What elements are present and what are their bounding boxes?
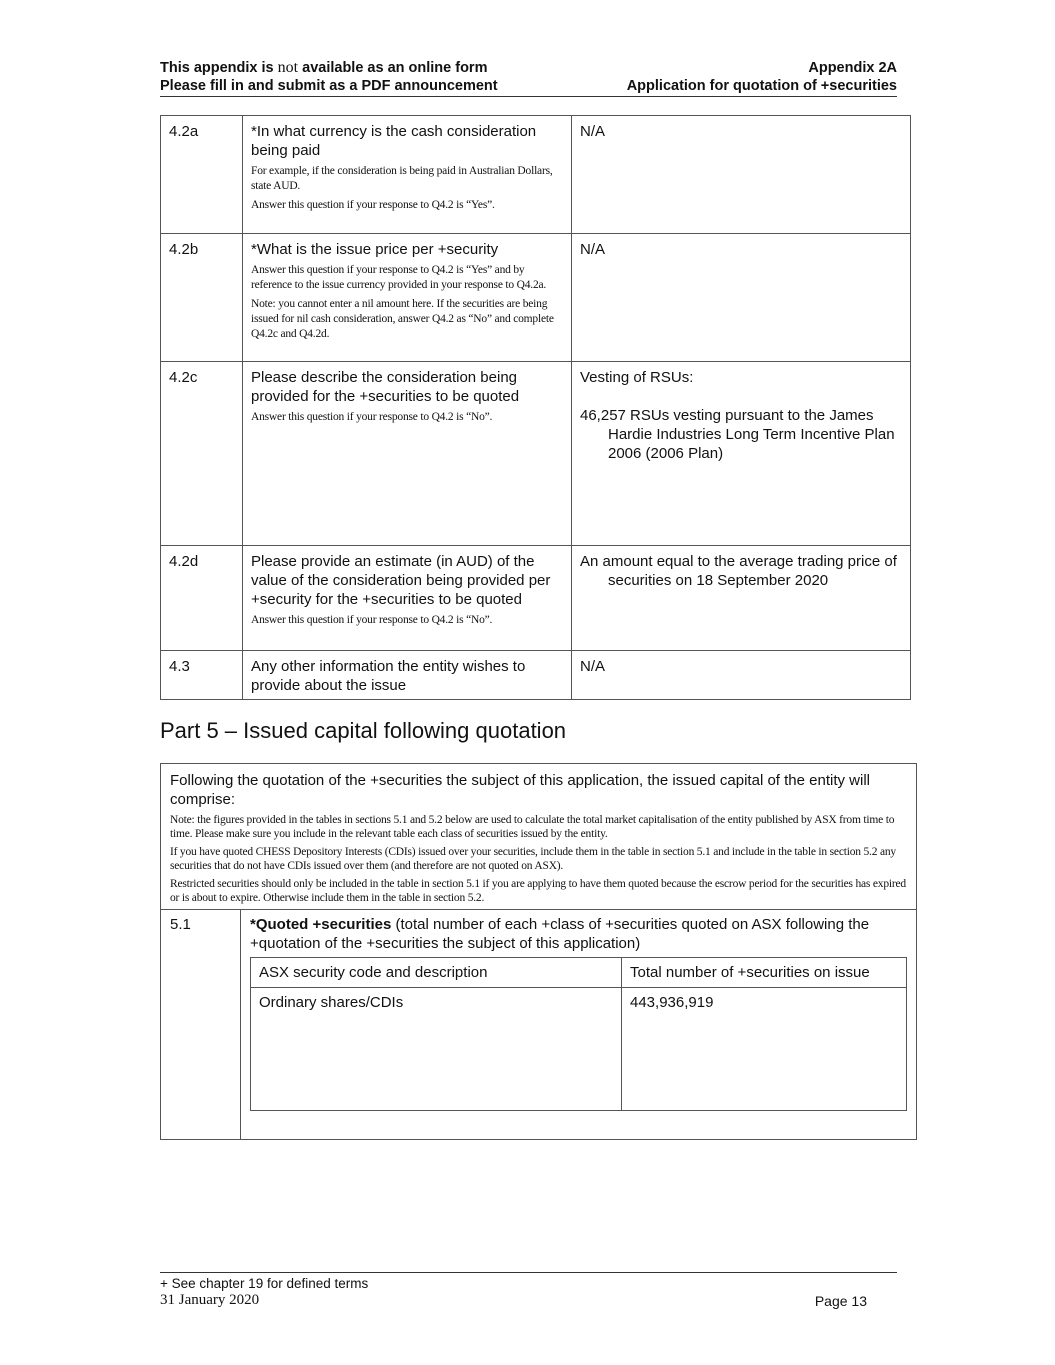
- table-row: [161, 234, 911, 362]
- page-header: [160, 59, 897, 95]
- question-number: 4.2d: [161, 546, 243, 651]
- question-note: Note: you cannot enter a nil amount here. If the securities are being issued for nil cash consideration, answer Q4.2 as “No” and complete Q4.2c and Q4.2d.: [251, 298, 554, 340]
- answer-text: An amount equal to the average trading price of securities on 18 September 2020: [580, 553, 897, 589]
- answer-cell: [572, 362, 911, 546]
- part5-intro-text: Following the quotation of the +securities the subject of this application, the issued capital of the entity will comprise:: [170, 772, 870, 808]
- footer-terms: + See chapter 19 for defined terms: [160, 1276, 369, 1291]
- question-note: Answer this question if your response to Q4.2 is “Yes”.: [251, 199, 495, 211]
- answer-text: Vesting of RSUs:: [580, 369, 694, 386]
- question-cell: [243, 362, 572, 546]
- part5-intro: [161, 764, 916, 910]
- header-left-line2: Please fill in and submit as a PDF announcement: [160, 78, 498, 94]
- answer-text: N/A: [580, 658, 606, 675]
- section-number: 5.1: [161, 910, 241, 1139]
- question-text: Please provide an estimate (in AUD) of the value of the consideration being provided per +security for the +securities to be quoted: [251, 553, 551, 608]
- part5-box: [160, 763, 917, 1140]
- question-note: Answer this question if your response to Q4.2 is “No”.: [251, 614, 493, 626]
- questions-table: [160, 115, 911, 700]
- section-5-1-heading: *Quoted +securities (total number of each +class of +securities quoted on ASX following the +quotation of the +securities the subject of this application): [250, 916, 870, 952]
- question-number: 4.3: [161, 651, 243, 700]
- answer-text: N/A: [580, 241, 606, 258]
- question-note: For example, if the consideration is being paid in Australian Dollars, state AUD.: [251, 165, 553, 192]
- table-row: [161, 651, 911, 700]
- header-divider: [160, 96, 897, 97]
- footer-page-number: Page 13: [814, 1293, 867, 1309]
- question-text: Please describe the consideration being provided for the +securities to be quoted: [251, 369, 520, 405]
- question-cell: [243, 651, 572, 700]
- column-header: Total number of +securities on issue: [622, 958, 907, 988]
- table-row: [161, 362, 911, 546]
- quoted-securities-table: [250, 957, 907, 1111]
- header-right-line1: Appendix 2A: [808, 60, 897, 76]
- question-number: 4.2a: [161, 116, 243, 234]
- column-header: ASX security code and description: [251, 958, 622, 988]
- question-note: Answer this question if your response to Q4.2 is “No”.: [251, 411, 493, 423]
- header-left-line1: This appendix is not available as an online form: [160, 59, 488, 76]
- question-number: 4.2c: [161, 362, 243, 546]
- part5-heading: Part 5 – Issued capital following quotation: [160, 718, 567, 743]
- question-text: *In what currency is the cash consideration being paid: [251, 123, 537, 159]
- question-cell: [243, 116, 572, 234]
- answer-cell: [572, 116, 911, 234]
- answer-text: N/A: [580, 123, 606, 140]
- header-right-line2: Application for quotation of +securities: [626, 78, 897, 94]
- question-text: Any other information the entity wishes to provide about the issue: [251, 658, 526, 694]
- answer-cell: [572, 651, 911, 700]
- table-header-row: [251, 958, 907, 988]
- answer-text: 46,257 RSUs vesting pursuant to the James Hardie Industries Long Term Incentive Plan 2006 (2006 Plan): [580, 407, 895, 462]
- part5-note: If you have quoted CHESS Depository Interests (CDIs) issued over your securities, include them in the table in section 5.1 and include in the table in section 5.2 any securities that do not have CDIs issued over them (and therefore are not quoted on ASX).: [170, 846, 896, 872]
- answer-cell: [572, 234, 911, 362]
- part5-note: Note: the figures provided in the tables in sections 5.1 and 5.2 below are used to calculate the total market capitalisation of the entity published by ASX from time to time. Please make sure you include in the relevant table each class of securities issued by the entity.: [170, 814, 895, 840]
- section-5-1-body: [241, 910, 916, 1139]
- security-total: 443,936,919: [622, 988, 907, 1111]
- answer-cell: [572, 546, 911, 651]
- section-5-1: [161, 910, 916, 1139]
- question-text: *What is the issue price per +security: [251, 241, 499, 258]
- footer-date: 31 January 2020: [160, 1292, 260, 1308]
- table-row: [161, 116, 911, 234]
- part5-note: Restricted securities should only be included in the table in section 5.1 if you are applying to have them quoted because the escrow period for the securities has expired or is about to expire. Otherwise include them in the table in section 5.2.: [170, 878, 906, 904]
- security-description: Ordinary shares/CDIs: [251, 988, 622, 1111]
- question-note: Answer this question if your response to Q4.2 is “Yes” and by reference to the issue currency provided in your response to Q4.2a.: [251, 264, 547, 291]
- question-number: 4.2b: [161, 234, 243, 362]
- question-cell: [243, 234, 572, 362]
- table-row: [161, 546, 911, 651]
- question-cell: [243, 546, 572, 651]
- footer-divider: [160, 1272, 897, 1273]
- table-row: [251, 988, 907, 1111]
